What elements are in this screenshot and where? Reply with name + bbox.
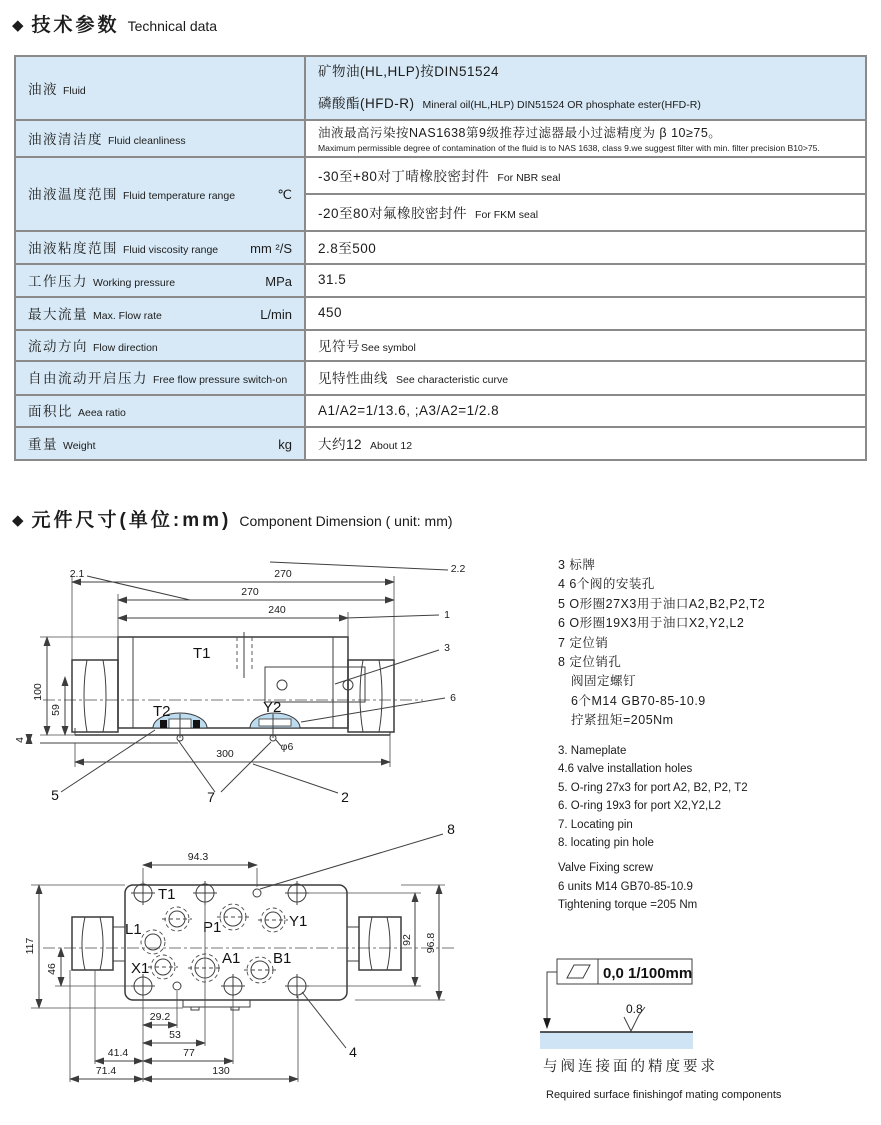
row-label-weight: [15, 427, 305, 460]
callout-4: 4: [349, 1044, 357, 1060]
label-en: Free flow pressure switch-on: [153, 374, 288, 387]
roughness-symbol: [624, 1002, 645, 1031]
surface-finish-drawing: [540, 945, 880, 1055]
callout-8: 8: [447, 821, 455, 837]
row-label-viscosity: [15, 231, 305, 264]
valve-side-body: [40, 632, 423, 743]
callout-2-2: 2.2: [450, 563, 466, 575]
label-zh: 工作压力: [28, 273, 88, 289]
label-zh: 面积比: [28, 404, 73, 420]
label-en: Working pressure: [93, 276, 176, 289]
leader-arrow: [547, 972, 557, 1028]
callout-6: 6: [450, 692, 456, 704]
port-label-p1: P1: [203, 919, 222, 936]
value-zh: 450: [318, 305, 343, 321]
side-view-dimensions: [14, 562, 465, 805]
dim-117: 117: [24, 937, 36, 955]
row-value-viscosity: [305, 231, 866, 264]
dim-53: 53: [169, 1029, 181, 1041]
label-en: Max. Flow rate: [93, 309, 162, 322]
note-line: 4.6 valve installation holes: [558, 763, 693, 776]
dim-270-second: 270: [241, 586, 259, 598]
note-line: 4 6个阀的安装孔: [558, 577, 655, 592]
label-zh: 最大流量: [28, 306, 88, 322]
value-zh: -20至80对氟橡胶密封件: [318, 205, 468, 221]
dim-4: 4: [14, 737, 26, 743]
note-line: 3 标牌: [558, 558, 596, 572]
side-view-drawing: [15, 552, 580, 810]
technical-data-table: [14, 55, 867, 461]
value-line2: 磷酸酯(HFD-R): [318, 96, 415, 111]
note-line: Tightening torque =205 Nm: [558, 899, 698, 912]
table-row: [15, 427, 866, 460]
dim-dia6: φ6: [280, 741, 294, 753]
port-label-a1: A1: [222, 950, 241, 967]
label-zh: 自由流动开启压力: [28, 371, 148, 387]
callout-5: 5: [51, 787, 59, 803]
value-zh: 2.8至500: [318, 240, 377, 256]
value-en: For NBR seal: [497, 171, 561, 184]
port-label-y1: Y1: [289, 913, 308, 930]
flatness-frame: [557, 959, 692, 984]
callout-2-1: 2.1: [69, 568, 85, 580]
row-value-temp-fkm: [305, 194, 866, 231]
port-label-t1: T1: [158, 886, 176, 903]
table-row: [15, 56, 866, 120]
dim-270-top: 270: [274, 568, 292, 580]
note-line: 7 定位销: [558, 635, 609, 650]
label-zh: 重量: [28, 436, 58, 452]
row-value-cleanliness: [305, 120, 866, 157]
section2-title-zh: 元件尺寸(单位:mm): [31, 510, 232, 531]
table-row: [15, 157, 866, 194]
section1-title-zh: 技术参数: [31, 15, 120, 36]
label-zh: 油液粘度范围: [28, 240, 118, 256]
row-value-weight: [305, 427, 866, 460]
row-value-fluid: [305, 56, 866, 120]
row-value-flowrate: [305, 297, 866, 330]
table-row: [15, 120, 866, 157]
row-value-pressure: [305, 264, 866, 297]
diamond-icon: ◆: [12, 17, 24, 34]
label-unit: ℃: [277, 187, 292, 203]
note-line: 拧紧扭矩=205Nm: [571, 713, 674, 727]
label-zh: 油液温度范围: [28, 187, 118, 203]
row-label-free-flow: [15, 361, 305, 395]
table-row: [15, 264, 866, 297]
row-label-fluid: [15, 56, 305, 120]
port-label-x1: X1: [131, 960, 150, 977]
label-unit: MPa: [265, 273, 292, 289]
table-row: [15, 395, 866, 427]
port-label-t1: T1: [193, 645, 211, 662]
valve-top-body: [43, 881, 455, 1010]
value-zh: 大约12: [318, 436, 363, 452]
value-line1: 矿物油(HL,HLP)按DIN51524: [318, 64, 500, 79]
note-line: 3. Nameplate: [558, 745, 627, 757]
dim-130: 130: [212, 1065, 230, 1077]
label-en: Aeea ratio: [78, 407, 126, 420]
top-view-drawing: [15, 820, 580, 1115]
table-row: [15, 231, 866, 264]
port-label-b1: B1: [273, 950, 292, 967]
row-label-flow-direction: [15, 330, 305, 361]
dim-300: 300: [216, 748, 234, 760]
row-label-flowrate: [15, 297, 305, 330]
section-dimensions-heading: [12, 505, 453, 532]
dim-59: 59: [50, 704, 62, 716]
note-line: 8 定位销孔: [558, 654, 622, 669]
dim-77: 77: [183, 1047, 195, 1059]
note-line: 8. locating pin hole: [558, 836, 654, 849]
dim-96-8: 96.8: [425, 932, 437, 954]
note-line: 6 units M14 GB70-85-10.9: [558, 880, 693, 893]
value-zh: 31.5: [318, 272, 347, 288]
mating-surface: [540, 1032, 693, 1049]
value-en: See characteristic curve: [396, 374, 509, 387]
note-line: 6. O-ring 19x3 for port X2,Y2,L2: [558, 800, 722, 813]
label-en: Fluid temperature range: [123, 190, 236, 203]
section1-title-en: Technical data: [127, 18, 218, 34]
surface-caption-en: Required surface finishingof mating components: [546, 1089, 782, 1101]
value-main: 油液最高污染按NAS1638第9级推荐过滤器最小过滤精度为 β 10≥75。: [318, 126, 722, 140]
callout-2: 2: [341, 789, 349, 805]
flatness-parallelogram-icon: [567, 965, 590, 978]
flatness-value: 0,0 1/100mm: [603, 965, 693, 982]
diamond-icon: ◆: [12, 512, 24, 529]
label-en: Fluid: [63, 84, 86, 97]
section-technical-data-heading: [12, 10, 217, 37]
label-en: Fluid cleanliness: [108, 134, 186, 147]
value-zh: 见特性曲线: [318, 371, 388, 387]
row-label-area-ratio: [15, 395, 305, 427]
section2-title-en: Component Dimension ( unit: mm): [239, 513, 453, 529]
label-unit: L/min: [260, 306, 292, 322]
note-line: 阀固定螺钉: [571, 674, 637, 689]
port-label-y2: Y2: [263, 699, 282, 716]
port-label-l1: L1: [125, 921, 142, 938]
note-line: 7. Locating pin: [558, 818, 633, 831]
value-en: For FKM seal: [475, 208, 539, 221]
dim-100: 100: [32, 683, 44, 701]
table-row: [15, 361, 866, 395]
dim-240: 240: [268, 604, 286, 616]
label-en: Flow direction: [93, 341, 158, 354]
notes-chinese: [558, 556, 765, 730]
note-line: 5 O形圈27X3用于油口A2,B2,P2,T2: [558, 596, 766, 611]
dim-71-4: 71.4: [95, 1065, 117, 1077]
row-value-area-ratio: [305, 395, 866, 427]
row-label-pressure: [15, 264, 305, 297]
label-zh: 流动方向: [28, 338, 88, 354]
surface-caption-zh: 与阀连接面的精度要求: [543, 1059, 718, 1075]
value-line2-en: Mineral oil(HL,HLP) DIN51524 OR phosphate ester(HFD-R): [422, 99, 701, 111]
value-zh: A1/A2=1/13.6, ;A3/A2=1/2.8: [318, 402, 500, 418]
value-zh: -30至+80对丁晴橡胶密封件: [318, 168, 490, 184]
note-line: 5. O-ring 27x3 for port A2, B2, P2, T2: [558, 781, 748, 794]
dim-92: 92: [401, 934, 413, 946]
label-zh: 油液清洁度: [28, 131, 103, 147]
label-unit: kg: [278, 436, 292, 452]
label-en: Weight: [63, 439, 96, 452]
value-en: About 12: [370, 439, 413, 452]
dim-94-3: 94.3: [187, 851, 209, 863]
callout-3: 3: [444, 642, 450, 654]
callout-1: 1: [444, 609, 450, 621]
label-zh: 油液: [28, 81, 58, 97]
note-line: 6个M14 GB70-85-10.9: [571, 693, 706, 708]
value-small-en: Maximum permissible degree of contamination of the fluid is to NAS 1638, class 9.we suggest filter with min. filter precision B10>75.: [318, 143, 820, 153]
note-line: 6 O形圈19X3用于油口X2,Y2,L2: [558, 616, 745, 631]
dim-41-4: 41.4: [107, 1047, 129, 1059]
port-label-t2: T2: [153, 703, 171, 720]
notes-english: [558, 742, 748, 915]
roughness-value: 0.8: [626, 1002, 643, 1016]
value-en: See symbol: [361, 341, 416, 354]
dim-29-2: 29.2: [149, 1011, 171, 1023]
label-unit: mm ²/S: [250, 240, 292, 256]
label-en: Fluid viscosity range: [123, 243, 219, 256]
dim-46: 46: [46, 963, 58, 975]
table-row: [15, 297, 866, 330]
callout-7: 7: [207, 789, 215, 805]
row-value-temp-nbr: [305, 157, 866, 194]
row-label-temperature: [15, 157, 305, 231]
row-value-flow-direction: [305, 330, 866, 361]
row-label-cleanliness: [15, 120, 305, 157]
note-line: Valve Fixing screw: [558, 862, 654, 875]
row-value-free-flow: [305, 361, 866, 395]
table-row: [15, 330, 866, 361]
value-zh: 见符号: [318, 338, 360, 354]
